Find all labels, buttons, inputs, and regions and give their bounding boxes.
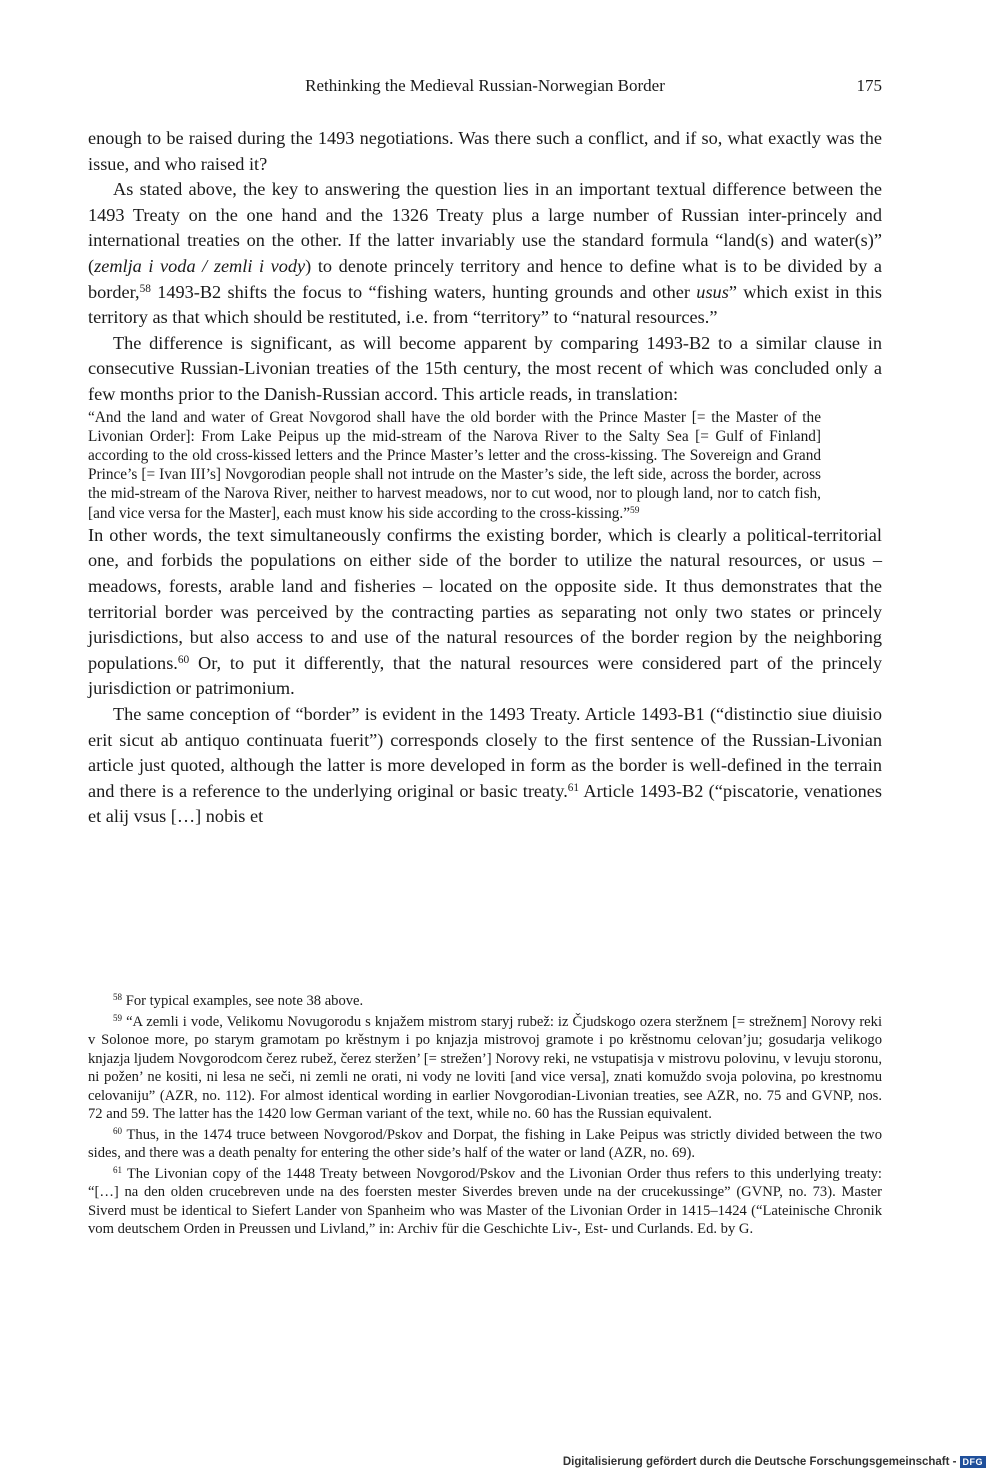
paragraph-4-text-a: In other words, the text simultaneously confirms the existing border, which is clearly a political-territorial one, and forbids the populations on either side of the border to utilize the natural resources, or usus – meadows, forests, arable land and fisheries – located on the opposite side. It thus demonstrates that the territorial border was perceived by the contracting parties as separating not only two states or princely jurisdictions, but also access to and use of the natural resources of the border region by the neighboring populations. xyxy=(88,524,882,673)
footnote-61 xyxy=(88,1165,882,1239)
footnote-ref-58[interactable]: 58 xyxy=(139,282,151,295)
paragraph-5-text-b: Article 1493-B2 (“piscatorie, venationes et alij vsus […] nobis et xyxy=(88,780,882,827)
running-title: Rethinking the Medieval Russian-Norwegian Border xyxy=(305,76,665,95)
paragraph-2-text-c: 1493-B2 shifts the focus to “fishing waters, hunting grounds and other xyxy=(150,281,697,302)
footnote-number: 59 xyxy=(113,1012,123,1023)
footnotes xyxy=(88,992,882,1241)
digitization-footer xyxy=(563,1454,986,1470)
paragraph-1: enough to be raised during the 1493 negotiations. Was there such a conflict, and if so, what exactly was the issue, and who raised it? xyxy=(88,128,882,174)
footnote-58 xyxy=(88,992,882,1011)
footnote-ref-60[interactable]: 60 xyxy=(177,653,190,666)
block-quote xyxy=(88,408,821,523)
footnote-text: Thus, in the 1474 truce between Novgorod/Pskov and Dorpat, the fishing in Lake Peipus was strictly divided between the two sides, and there was a death penalty for entering the other side’s half of the water or land (AZR, no. 69). xyxy=(88,1126,882,1161)
paragraph-4-text-b: Or, to put it differently, that the natural resources were considered part of the princely jurisdiction or patrimonium. xyxy=(88,652,882,699)
footnote-59 xyxy=(88,1013,882,1124)
running-head xyxy=(88,76,882,100)
dfg-logo-icon: DFG xyxy=(960,1456,987,1468)
footnote-number: 61 xyxy=(113,1164,123,1175)
paragraph-2-text-a: As stated above, the key to answering the question lies in an important textual difference between the 1493 Treaty on the one hand and the 1326 Treaty plus a large number of Russian inter-princely and international treaties on the other. If the latter invariably use the standard formula “land(s) and water(s)” ( xyxy=(88,179,882,276)
paragraph-5-text-a: The same conception of “border” is evident in the 1493 Treaty. Article 1493-B1 (“distinctio siue diuisio erit sicut ab antiquo continuata fuerit”) corresponds closely to the first sentence of the Russian-Livonian article just quoted, although the latter is more developed in form as the border is well-defined in the terrain and there is a reference to the underlying original or basic treaty. xyxy=(88,703,882,801)
digitization-note: Digitalisierung gefördert durch die Deutsche Forschungsgemeinschaft - xyxy=(562,1456,957,1468)
footnote-text: For typical examples, see note 38 above. xyxy=(125,993,364,1009)
paragraph-5 xyxy=(88,702,882,830)
main-text xyxy=(88,126,882,830)
footnote-ref-59[interactable]: 59 xyxy=(630,505,640,516)
paragraph-4 xyxy=(88,523,882,702)
page-number: 175 xyxy=(856,76,882,95)
paragraph-2-text-b: ) to denote princely territory and hence to define what is to be divided by a border, xyxy=(88,255,883,302)
italic-term-zemlja: zemlja i voda / zemli i vody xyxy=(94,255,306,276)
paragraph-3: The difference is significant, as will become apparent by comparing 1493-B2 to a similar clause in consecutive Russian-Livonian treaties of the 15th century, the most recent of which was concluded only a few months prior to the Danish-Russian accord. This article reads, in translation: xyxy=(88,332,882,404)
paragraph-2 xyxy=(88,177,882,331)
block-quote-text: “And the land and water of Great Novgorod shall have the old border with the Prince Master [= the Master of the Livonian Order]: From Lake Peipus up the mid-stream of the Narova River to the Salty Sea [= Gulf of Finland] according to the old cross-kissed letters and the Prince Master’s letter and the cross-kissing. The Sovereign and Grand Prince’s [= Ivan III’s] Novgorodian people shall not intrude on the Master’s side, the left side, across the border, across the mid-stream of the Narova River, neither to harvest meadows, nor to cut wood, nor to plough land, nor to catch fish, [and vice versa for the Master], each must know his side according to the cross-kissing.” xyxy=(88,408,821,522)
footnote-number: 60 xyxy=(113,1125,123,1136)
footnote-text: “A zemli i vode, Velikomu Novugorodu s knjažem mistrom staryj rubež: iz Čjudskogo ozera steržnem [= strežnem] Norovy reki v Solonoe more, po starym gramotam po krěstnym i po knjazja mistrovoj gramote i po krěstnomu celovan’ju; gosudarja velikogo knjazja ljudem Novgorodcom čerez rubež, čerez steržen’ [= strežen’] Norovy reki, ne vstupatisja v mistrovu polovinu, v levuju storonu, ni požen’ ne kositi, ni lesa ne seči, ni zemli ne orati, ni vody ne loviti [and vice versa], znati komuždo svoja polovina, po krestnomu celovaniju” (AZR, no. 112). For almost identical wording in earlier Novgorodian-Livonian treaties, see AZR, no. 75 and GVNP, nos. 72 and 59. The latter has the 1420 low German variant of the text, while no. 60 has the Russian equivalent. xyxy=(88,1013,883,1122)
footnote-ref-61[interactable]: 61 xyxy=(567,781,580,794)
paragraph-2-text-d: ” which exist in this territory as that which should be restituted, i.e. from “territory” to “natural resources.” xyxy=(88,281,883,328)
footnote-number: 58 xyxy=(113,992,123,1003)
footnote-text: The Livonian copy of the 1448 Treaty between Novgorod/Pskov and the Livonian Order thus refers to this underlying treaty: “[…] na den olden crucebreven unde na des foersten mester Siverdes breven unde na der crucekussinge” (GVNP, no. 73). Master Siverd must be identical to Siefert Lander von Spanheim who was Master of the Livonian Order in 1415–1424 (“Lateinische Chronik vom deutschem Orden in Preussen und Livland,” in: Archiv für die Geschichte Liv-, Est- und Curlands. Ed. by G. xyxy=(88,1165,882,1237)
footnote-60 xyxy=(88,1126,882,1163)
italic-term-usus: usus xyxy=(696,281,729,302)
